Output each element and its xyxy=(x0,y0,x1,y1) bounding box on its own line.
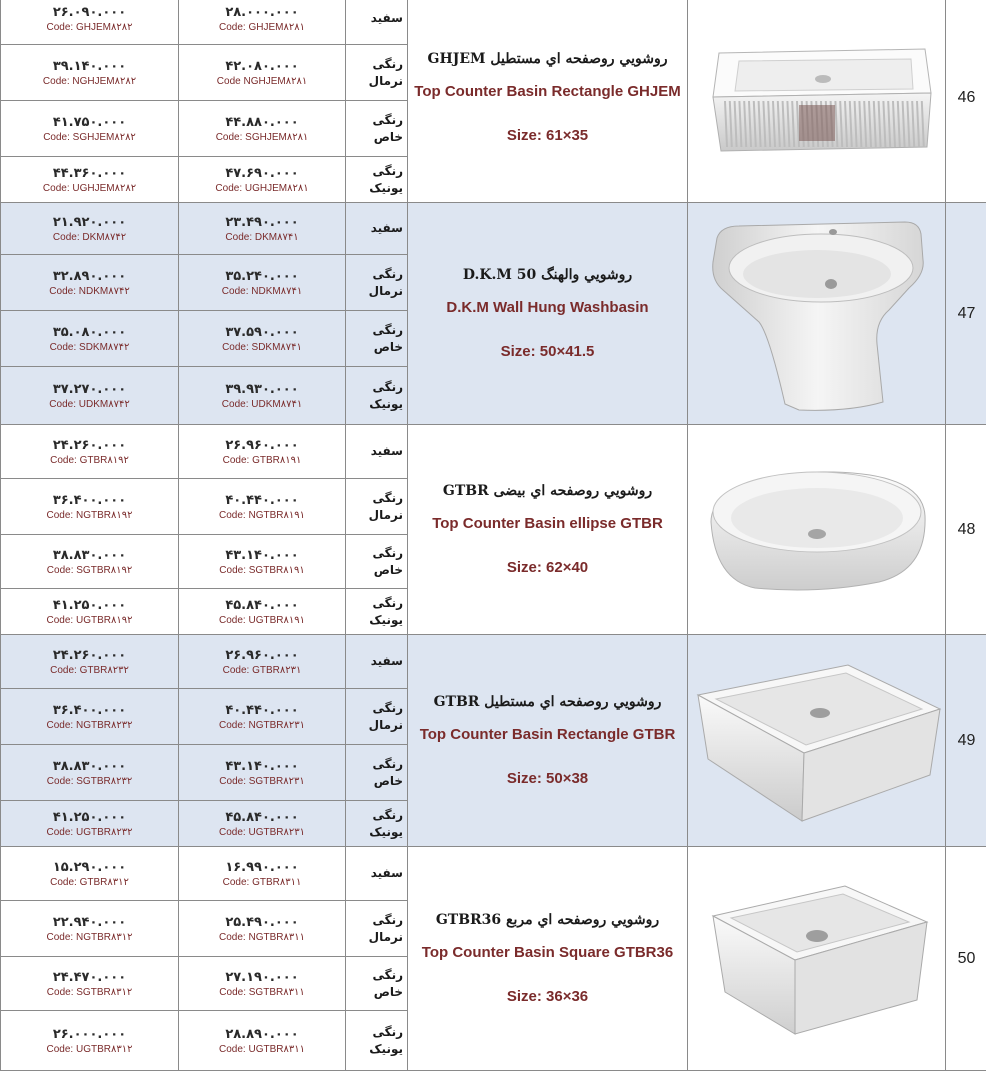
product-size: Size: 62×40 xyxy=(414,559,681,576)
price-value: ۲۵.۴۹۰.۰۰۰ xyxy=(179,914,345,931)
price-value: ۱۵.۲۹۰.۰۰۰ xyxy=(1,859,178,876)
wall-hung-basin-icon xyxy=(688,214,945,414)
product-code: Code: GTBR۸۲۳۲ xyxy=(1,664,178,677)
product-size: Size: 50×41.5 xyxy=(414,343,681,360)
product-code: Code: GTBR۸۲۳۱ xyxy=(179,664,345,677)
price-cell-primary xyxy=(179,157,346,203)
product-name-english: Top Counter Basin ellipse GTBR xyxy=(414,515,681,533)
price-cell-secondary xyxy=(1,801,179,847)
price-cell-primary xyxy=(179,1011,346,1071)
product-code: Code: SDKM۸۷۴۱ xyxy=(179,341,345,354)
price-value: ۲۲.۹۴۰.۰۰۰ xyxy=(1,914,178,931)
price-value: ۴۱.۲۵۰.۰۰۰ xyxy=(1,809,178,826)
color-finish-label: رنگی یونیک xyxy=(346,801,408,847)
price-cell-secondary xyxy=(1,425,179,479)
price-value: ۳۹.۹۳۰.۰۰۰ xyxy=(179,381,345,398)
price-value: ۴۱.۷۵۰.۰۰۰ xyxy=(1,114,178,131)
price-value: ۲۴.۲۶۰.۰۰۰ xyxy=(1,437,178,454)
color-finish-label: سفيد xyxy=(346,635,408,689)
price-cell-secondary xyxy=(1,589,179,635)
product-name-persian: روشويي روصفحه اي مستطيل GHJEM xyxy=(414,51,681,67)
color-finish-label: رنگی خاص xyxy=(346,101,408,157)
color-finish-label: رنگی نرمال xyxy=(346,45,408,101)
price-value: ۳۷.۵۹۰.۰۰۰ xyxy=(179,324,345,341)
product-code: Code: SGHJEM۸۲۸۲ xyxy=(1,131,178,144)
price-value: ۳۹.۱۴۰.۰۰۰ xyxy=(1,58,178,75)
product-code: Code: UGHJEM۸۲۸۱ xyxy=(179,182,345,195)
rectangular-basin-icon xyxy=(688,651,945,831)
product-image xyxy=(688,847,946,1071)
price-cell-primary xyxy=(179,957,346,1011)
price-cell-primary xyxy=(179,635,346,689)
product-code: Code: DKM۸۷۴۱ xyxy=(179,231,345,244)
color-finish-label: رنگی خاص xyxy=(346,745,408,801)
product-name-english: Top Counter Basin Rectangle GTBR xyxy=(414,726,681,744)
price-value: ۳۲.۸۹۰.۰۰۰ xyxy=(1,268,178,285)
price-cell-secondary xyxy=(1,745,179,801)
price-cell-primary xyxy=(179,689,346,745)
price-cell-primary xyxy=(179,801,346,847)
product-size: Size: 50×38 xyxy=(414,770,681,787)
price-cell-secondary xyxy=(1,689,179,745)
price-cell-secondary xyxy=(1,367,179,425)
product-code: Code: SGTBR۸۱۹۱ xyxy=(179,564,345,577)
product-description xyxy=(408,0,688,203)
product-description xyxy=(408,425,688,635)
price-value: ۱۶.۹۹۰.۰۰۰ xyxy=(179,859,345,876)
color-finish-label: رنگی نرمال xyxy=(346,689,408,745)
price-value: ۲۸.۰۰۰.۰۰۰ xyxy=(179,4,345,21)
color-finish-label: رنگی یونیک xyxy=(346,589,408,635)
price-value: ۴۲.۰۸۰.۰۰۰ xyxy=(179,58,345,75)
product-code: Code: NGTBR۸۲۳۱ xyxy=(179,719,345,732)
price-cell-primary xyxy=(179,745,346,801)
product-name-persian: روشويي روصفحه اي بيضی GTBR xyxy=(414,483,681,499)
price-cell-primary xyxy=(179,535,346,589)
product-code: Code: NDKM۸۷۴۱ xyxy=(179,285,345,298)
price-cell-primary xyxy=(179,311,346,367)
price-value: ۲۸.۸۹۰.۰۰۰ xyxy=(179,1026,345,1043)
price-value: ۲۷.۱۹۰.۰۰۰ xyxy=(179,969,345,986)
square-basin-icon xyxy=(688,874,945,1044)
price-cell-primary xyxy=(179,367,346,425)
price-row xyxy=(1,203,986,255)
product-size: Size: 36×36 xyxy=(414,988,681,1005)
price-value: ۴۱.۲۵۰.۰۰۰ xyxy=(1,597,178,614)
price-cell-secondary xyxy=(1,157,179,203)
product-code: Code: UGTBR۸۲۳۲ xyxy=(1,826,178,839)
price-value: ۳۵.۰۸۰.۰۰۰ xyxy=(1,324,178,341)
price-cell-primary xyxy=(179,101,346,157)
color-finish-label: سفيد xyxy=(346,847,408,901)
color-finish-label: سفيد xyxy=(346,0,408,45)
price-row xyxy=(1,425,986,479)
product-name-persian: روشويي روصفحه اي مربع GTBR36 xyxy=(414,912,681,928)
product-code: Code: SGTBR۸۲۳۲ xyxy=(1,775,178,788)
product-code: Code: GHJEM۸۲۸۲ xyxy=(1,21,178,34)
price-cell-secondary xyxy=(1,45,179,101)
product-description xyxy=(408,635,688,847)
price-value: ۳۵.۲۴۰.۰۰۰ xyxy=(179,268,345,285)
product-code: Code: SGTBR۸۲۳۱ xyxy=(179,775,345,788)
color-finish-label: سفيد xyxy=(346,203,408,255)
product-code: Code: SGTBR۸۳۱۱ xyxy=(179,986,345,999)
price-value: ۲۳.۴۹۰.۰۰۰ xyxy=(179,214,345,231)
product-image xyxy=(688,425,946,635)
price-value: ۴۰.۴۴۰.۰۰۰ xyxy=(179,492,345,509)
color-finish-label: رنگی نرمال xyxy=(346,255,408,311)
price-row xyxy=(1,635,986,689)
product-code: Code: UDKM۸۷۴۱ xyxy=(179,398,345,411)
price-cell-secondary xyxy=(1,0,179,45)
price-value: ۲۱.۹۲۰.۰۰۰ xyxy=(1,214,178,231)
product-code: Code: UGTBR۸۲۳۱ xyxy=(179,826,345,839)
product-number: 48 xyxy=(946,425,986,635)
product-name-english: D.K.M Wall Hung Washbasin xyxy=(414,299,681,317)
price-cell-secondary xyxy=(1,203,179,255)
product-code: Code: NGTBR۸۱۹۲ xyxy=(1,509,178,522)
price-cell-secondary xyxy=(1,957,179,1011)
product-size: Size: 61×35 xyxy=(414,127,681,144)
price-value: ۳۶.۴۰۰.۰۰۰ xyxy=(1,702,178,719)
price-row xyxy=(1,847,986,901)
price-cell-secondary xyxy=(1,847,179,901)
product-code: Code: GTBR۸۱۹۲ xyxy=(1,454,178,467)
product-code: Code: GHJEM۸۲۸۱ xyxy=(179,21,345,34)
product-description xyxy=(408,847,688,1071)
product-image xyxy=(688,635,946,847)
product-code: Code: SDKM۸۷۴۲ xyxy=(1,341,178,354)
color-finish-label: رنگی یونیک xyxy=(346,157,408,203)
price-value: ۴۳.۱۴۰.۰۰۰ xyxy=(179,758,345,775)
product-code: Code: UGTBR۸۱۹۱ xyxy=(179,614,345,627)
price-value: ۳۶.۴۰۰.۰۰۰ xyxy=(1,492,178,509)
price-value: ۴۵.۸۴۰.۰۰۰ xyxy=(179,809,345,826)
price-cell-secondary xyxy=(1,901,179,957)
price-cell-primary xyxy=(179,0,346,45)
color-finish-label: رنگی خاص xyxy=(346,957,408,1011)
product-code: Code: SGTBR۸۳۱۲ xyxy=(1,986,178,999)
product-code: Code NGHJEM۸۲۸۱ xyxy=(179,75,345,88)
product-image xyxy=(688,203,946,425)
product-code: Code: NDKM۸۷۴۲ xyxy=(1,285,178,298)
product-code: Code: SGHJEM۸۲۸۱ xyxy=(179,131,345,144)
product-number: 50 xyxy=(946,847,986,1071)
product-code: Code: UDKM۸۷۴۲ xyxy=(1,398,178,411)
price-cell-primary xyxy=(179,203,346,255)
price-cell-primary xyxy=(179,589,346,635)
product-code: Code: UGTBR۸۳۱۲ xyxy=(1,1043,178,1056)
price-cell-primary xyxy=(179,847,346,901)
color-finish-label: رنگی خاص xyxy=(346,535,408,589)
color-finish-label: رنگی نرمال xyxy=(346,901,408,957)
price-value: ۲۶.۹۶۰.۰۰۰ xyxy=(179,647,345,664)
product-code: Code: DKM۸۷۴۲ xyxy=(1,231,178,244)
product-code: Code: UGTBR۸۱۹۲ xyxy=(1,614,178,627)
price-cell-primary xyxy=(179,425,346,479)
price-cell-secondary xyxy=(1,535,179,589)
color-finish-label: رنگی یونیک xyxy=(346,367,408,425)
product-code: Code: NGTBR۸۲۳۲ xyxy=(1,719,178,732)
product-image xyxy=(688,0,946,203)
price-value: ۲۶.۰۹۰.۰۰۰ xyxy=(1,4,178,21)
price-cell-secondary xyxy=(1,479,179,535)
price-value: ۴۵.۸۴۰.۰۰۰ xyxy=(179,597,345,614)
color-finish-label: رنگی نرمال xyxy=(346,479,408,535)
oval-basin-icon xyxy=(688,460,945,600)
color-finish-label: رنگی خاص xyxy=(346,311,408,367)
product-number: 47 xyxy=(946,203,986,425)
price-cell-secondary xyxy=(1,635,179,689)
price-value: ۴۴.۳۶۰.۰۰۰ xyxy=(1,165,178,182)
product-code: Code: GTBR۸۱۹۱ xyxy=(179,454,345,467)
price-value: ۲۶.۹۶۰.۰۰۰ xyxy=(179,437,345,454)
price-value: ۴۳.۱۴۰.۰۰۰ xyxy=(179,547,345,564)
price-row xyxy=(1,0,986,45)
product-name-english: Top Counter Basin Square GTBR36 xyxy=(414,944,681,962)
product-name-persian: روشويي روصفحه اي مستطيل GTBR xyxy=(414,694,681,710)
product-code: Code: GTBR۸۳۱۲ xyxy=(1,876,178,889)
color-finish-label: رنگی یونیک xyxy=(346,1011,408,1071)
price-value: ۳۸.۸۳۰.۰۰۰ xyxy=(1,758,178,775)
rectangular-fluted-basin-icon xyxy=(688,43,945,153)
product-name-english: Top Counter Basin Rectangle GHJEM xyxy=(414,83,681,101)
color-finish-label: سفيد xyxy=(346,425,408,479)
price-value: ۲۴.۴۷۰.۰۰۰ xyxy=(1,969,178,986)
price-cell-secondary xyxy=(1,101,179,157)
product-number: 49 xyxy=(946,635,986,847)
product-code: Code: NGTBR۸۱۹۱ xyxy=(179,509,345,522)
product-code: Code: SGTBR۸۱۹۲ xyxy=(1,564,178,577)
price-value: ۳۷.۲۷۰.۰۰۰ xyxy=(1,381,178,398)
price-value: ۴۴.۸۸۰.۰۰۰ xyxy=(179,114,345,131)
product-name-persian: روشويي والهنگ D.K.M 50 xyxy=(414,267,681,283)
product-number: 46 xyxy=(946,0,986,203)
price-value: ۲۶.۰۰۰.۰۰۰ xyxy=(1,1026,178,1043)
product-code: Code: NGHJEM۸۲۸۲ xyxy=(1,75,178,88)
price-cell-primary xyxy=(179,901,346,957)
product-description xyxy=(408,203,688,425)
price-value: ۴۷.۶۹۰.۰۰۰ xyxy=(179,165,345,182)
price-cell-secondary xyxy=(1,311,179,367)
product-code: Code: UGHJEM۸۲۸۲ xyxy=(1,182,178,195)
price-cell-secondary xyxy=(1,1011,179,1071)
product-code: Code: NGTBR۸۳۱۱ xyxy=(179,931,345,944)
price-cell-primary xyxy=(179,45,346,101)
price-value: ۴۰.۴۴۰.۰۰۰ xyxy=(179,702,345,719)
product-code: Code: UGTBR۸۳۱۱ xyxy=(179,1043,345,1056)
price-value: ۳۸.۸۳۰.۰۰۰ xyxy=(1,547,178,564)
price-cell-secondary xyxy=(1,255,179,311)
product-code: Code: NGTBR۸۳۱۲ xyxy=(1,931,178,944)
product-code: Code: GTBR۸۳۱۱ xyxy=(179,876,345,889)
price-value: ۲۴.۲۶۰.۰۰۰ xyxy=(1,647,178,664)
price-cell-primary xyxy=(179,479,346,535)
price-cell-primary xyxy=(179,255,346,311)
